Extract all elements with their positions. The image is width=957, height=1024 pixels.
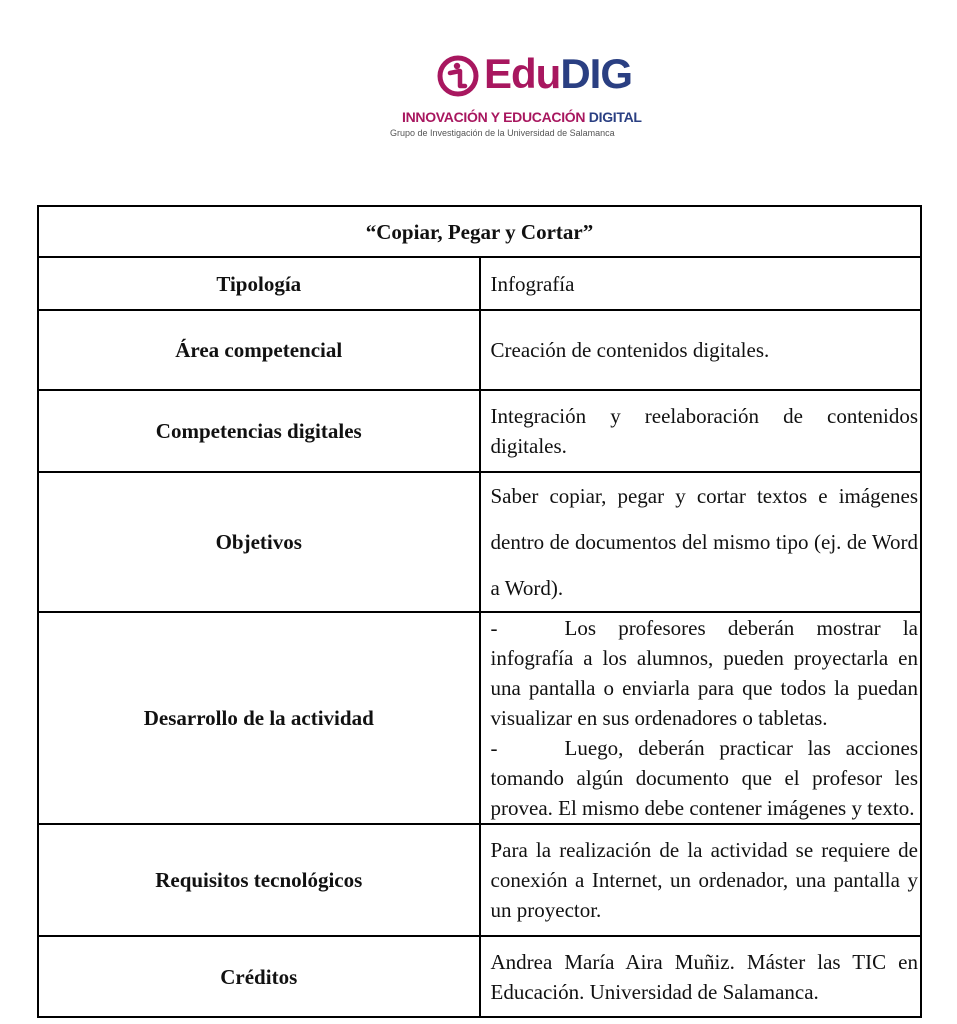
area-label: Área competencial [38, 310, 480, 390]
logo-wordmark-dig: DIG [560, 50, 632, 97]
row-requisitos [38, 824, 921, 936]
sheet-title: “Copiar, Pegar y Cortar” [38, 206, 921, 257]
requisitos-value: Para la realización de la actividad se requiere de conexión a Internet, un ordenador, una pantalla y un proyector. [480, 824, 922, 936]
desarrollo-item-text: Los profesores deberán mostrar la infografía a los alumnos, pueden proyectarla en una pantalla o enviarla para que todos la puedan visualizar en sus ordenadores o tabletas. [490, 616, 918, 730]
competencias-value: Integración y reelaboración de contenidos digitales. [480, 390, 922, 472]
logo-wordmark-edu: Edu [484, 50, 561, 97]
logo-subtitle: Grupo de Investigación de la Universidad de Salamanca [390, 128, 615, 138]
row-tipologia [38, 257, 921, 310]
row-objetivos [38, 472, 921, 612]
activity-sheet [37, 205, 922, 1018]
logo-tagline [402, 109, 642, 125]
edudig-logo [388, 46, 642, 146]
tipologia-label: Tipología [38, 257, 480, 310]
row-desarrollo [38, 612, 921, 824]
info-circle-icon [436, 54, 480, 98]
requisitos-label: Requisitos tecnológicos [38, 824, 480, 936]
logo-wordmark [484, 48, 632, 100]
list-marker: - [490, 616, 498, 640]
desarrollo-item-text: Luego, deberán practicar las acciones tomando algún documento que el profesor les provea. El mismo debe contener imágenes y texto. [490, 736, 918, 820]
objetivos-value: Saber copiar, pegar y cortar textos e imágenes dentro de documentos del mismo tipo (ej. de Word a Word). [480, 472, 922, 612]
objetivos-label: Objetivos [38, 472, 480, 612]
creditos-label: Créditos [38, 936, 480, 1017]
desarrollo-item [491, 613, 919, 733]
row-creditos [38, 936, 921, 1017]
logo-tagline-digital: DIGITAL [588, 109, 642, 125]
row-area [38, 310, 921, 390]
competencias-label: Competencias digitales [38, 390, 480, 472]
logo-tagline-main: INNOVACIÓN Y EDUCACIÓN [402, 109, 589, 125]
desarrollo-value [480, 612, 922, 824]
row-competencias [38, 390, 921, 472]
creditos-value: Andrea María Aira Muñiz. Máster las TIC en Educación. Universidad de Salamanca. [480, 936, 922, 1017]
list-marker: - [490, 736, 498, 760]
area-value: Creación de contenidos digitales. [480, 310, 922, 390]
desarrollo-label: Desarrollo de la actividad [38, 612, 480, 824]
tipologia-value: Infografía [480, 257, 922, 310]
desarrollo-item [491, 733, 919, 823]
